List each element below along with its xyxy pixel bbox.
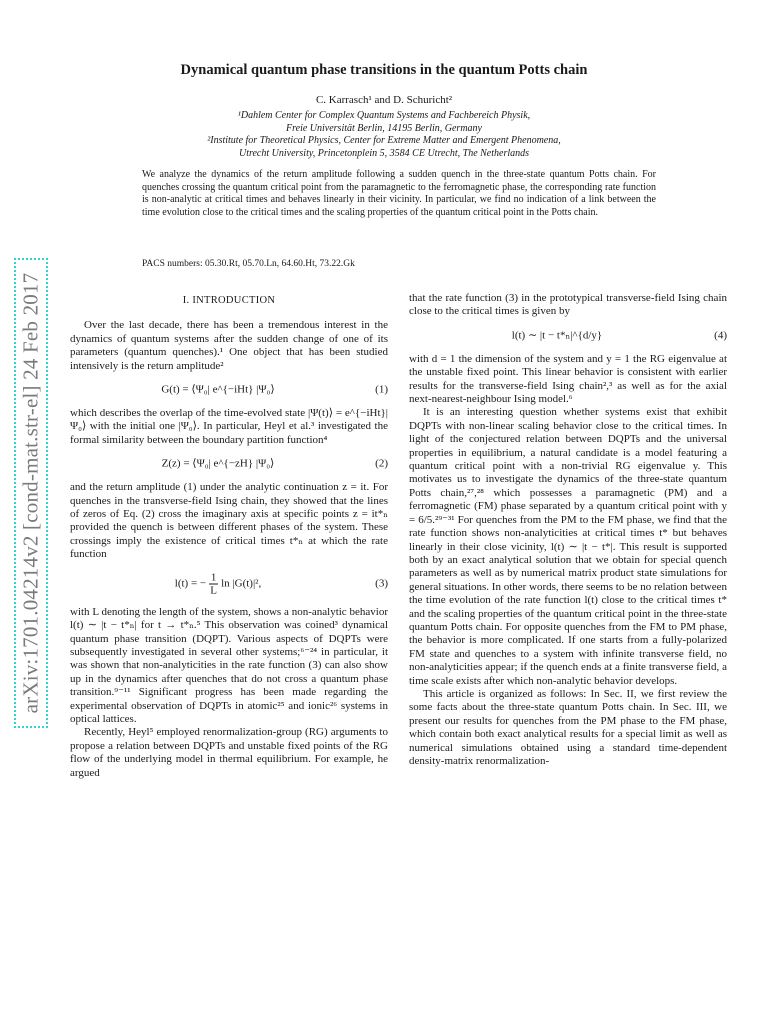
affiliation-line: Freie Universität Berlin, 14195 Berlin, Germany (286, 122, 482, 134)
equation-body: G(t) = ⟨Ψ₀| e^{−iHt} |Ψ₀⟩ (161, 383, 275, 396)
arxiv-stamp (14, 258, 48, 728)
equation-number: (1) (375, 383, 388, 396)
equation-number: (4) (714, 329, 727, 342)
paragraph: with L denoting the length of the system, shows a non-analytic behavior l(t) ∼ |t − t*ₙ| for t → t*ₙ.⁵ This observation was coined³ dynamical quantum phase transition (DQPT). Various aspects of DQPTs were subsequently investigated in several other systems;⁶⁻²⁴ in particular, it was shown that non-analyticities in the rate function (3) can also show up in the dynamics after quenches that do not cross a quantum phase transition.⁹⁻¹¹ Significant progress has been made regarding the experimental observation of DQPTs in atomic²⁵ and ionic²⁶ systems in optical lattices. (70, 605, 388, 725)
abstract: We analyze the dynamics of the return amplitude following a sudden quench in the three-state quantum Potts chain. For quenches crossing the quantum critical point from the paramagnetic to the ferromagnetic phase, the corresponding rate function is non-analytic at critical times and behaves linearly in their vicinity. In particular, we find no indication of a link between the time evolution close to the critical times and the scaling properties of the quantum critical point in the Potts chain. (142, 169, 656, 218)
arxiv-stamp-text: arXiv:1701.04214v2 [cond-mat.str-el] 24 Feb 2017 (18, 272, 43, 714)
equation-number: (3) (375, 576, 388, 589)
paragraph: Recently, Heyl⁵ employed renormalization-group (RG) arguments to propose a relation between DQPTs and unstable fixed points of the RG flow of the underlying model in thermal equilibrium. For example, he argued (70, 726, 388, 779)
paragraph: and the return amplitude (1) under the analytic continuation z = it. For quenches in the transverse-field Ising chain, they showed that the lines of zeros of Eq. (2) cross the imaginary axis at specific points z = it*ₙ provided the quench is between different phases of the system. These crossings imply the existence of critical times t*ₙ at which the rate function (70, 481, 388, 561)
section-heading: I. INTRODUCTION (182, 295, 276, 306)
affiliations (0, 110, 768, 160)
equation-number: (2) (375, 457, 388, 470)
paragraph: This article is organized as follows: In Sec. II, we first review the some facts about the three-state quantum Potts chain. In Sec. III, we present our results for quenches from the PM phase to the FM phase, which contain both exact analytical results for a special limit as well as numerical simulations obtained using a standard time-dependent density-matrix renormalization- (409, 687, 727, 767)
left-column (70, 292, 388, 780)
equation-2 (70, 447, 388, 481)
affiliation-line: ²Institute for Theoretical Physics, Center for Extreme Matter and Emergent Phenomena, (207, 135, 561, 146)
paragraph: which describes the overlap of the time-evolved state |Ψ(t)⟩ = e^{−iHt}|Ψ₀⟩ with the initial one |Ψ₀⟩. In particular, Heyl et al.³ investigated the formal similarity between the boundary partition function⁴ (70, 407, 388, 446)
equation-body (70, 571, 366, 596)
fraction (209, 571, 219, 596)
paper-title: Dynamical quantum phase transitions in the quantum Potts chain (180, 62, 588, 78)
fraction-numerator: 1 (210, 571, 217, 584)
equation-body: l(t) ∼ |t − t*ₙ|^{d/y} (511, 329, 603, 342)
paragraph: that the rate function (3) in the prototypical transverse-field Ising chain close to the critical times is given by (409, 292, 727, 318)
pacs-numbers: PACS numbers: 05.30.Rt, 05.70.Ln, 64.60.Ht, 73.22.Gk (142, 259, 355, 269)
fraction-denominator: L (210, 584, 217, 597)
paragraph: It is an interesting question whether systems exist that exhibit DQPTs with non-linear scaling behavior close to the critical times. In light of the conjectured relation between DQPTs and the universal properties in equilibrium, a natural candidate is a model featuring a quantum critical point with a non-trivial RG eigenvalue y. This motivates us to investigate the dynamics of the three-state quantum Potts chain,²⁷,²⁸ which possesses a paramagnetic (PM) and a ferromagnetic (FM) phase separated by a quantum critical point with y = 6/5.²⁹⁻³¹ For quenches from the PM to the FM phase, we find that the rate function shows non-analyticities at critical times t* but behaves linearly in their close vicinity, l(t) ∼ |t − t*|. This result is supported both by an exact analytical solution that we obtain for special quench parameters as well as by numerical matrix product state simulations for general situations. In other words, there seems to be no relation between the time evolution of the rate function l(t) close to the critical times t* and the scaling properties of the quantum critical point in the three-state quantum Potts chain. For opposite quenches from the FM to PM phase, the behavior is more complicated. If one starts from a fully-polarized FM state and quenches to a system with infinite transverse field, no non-analyticities appear; if the quench ends at a finite transverse field, a time scale exists after which non-analytic behavior develops. (409, 406, 727, 687)
affiliation-line: Utrecht University, Princetonplein 5, 3584 CE Utrecht, The Netherlands (238, 147, 530, 159)
paragraph: Over the last decade, there has been a tremendous interest in the dynamics of quantum systems after the sudden change of one of its parameters (quantum quenches).¹ One object that has been studied intensively is the return amplitude² (70, 319, 388, 372)
equation-3 (70, 562, 388, 606)
author-list: C. Karrasch¹ and D. Schuricht² (315, 94, 453, 106)
right-column (409, 292, 727, 768)
equation-rhs: ln |G(t)|², (221, 577, 262, 590)
paragraph: with d = 1 the dimension of the system and y = 1 the RG eigenvalue at the unstable fixed point. This linear behavior is consistent with earlier results for the transverse-field Ising chain²,³ as well as for the axial next-nearest-neighbour Ising model.⁶ (409, 352, 727, 406)
equation-lhs: l(t) = − (174, 577, 207, 590)
equation-4 (409, 319, 727, 353)
equation-1 (70, 373, 388, 407)
affiliation-line: ¹Dahlem Center for Complex Quantum Systems and Fachbereich Physik, (237, 110, 531, 121)
equation-body: Z(z) = ⟨Ψ₀| e^{−zH} |Ψ₀⟩ (161, 457, 275, 470)
